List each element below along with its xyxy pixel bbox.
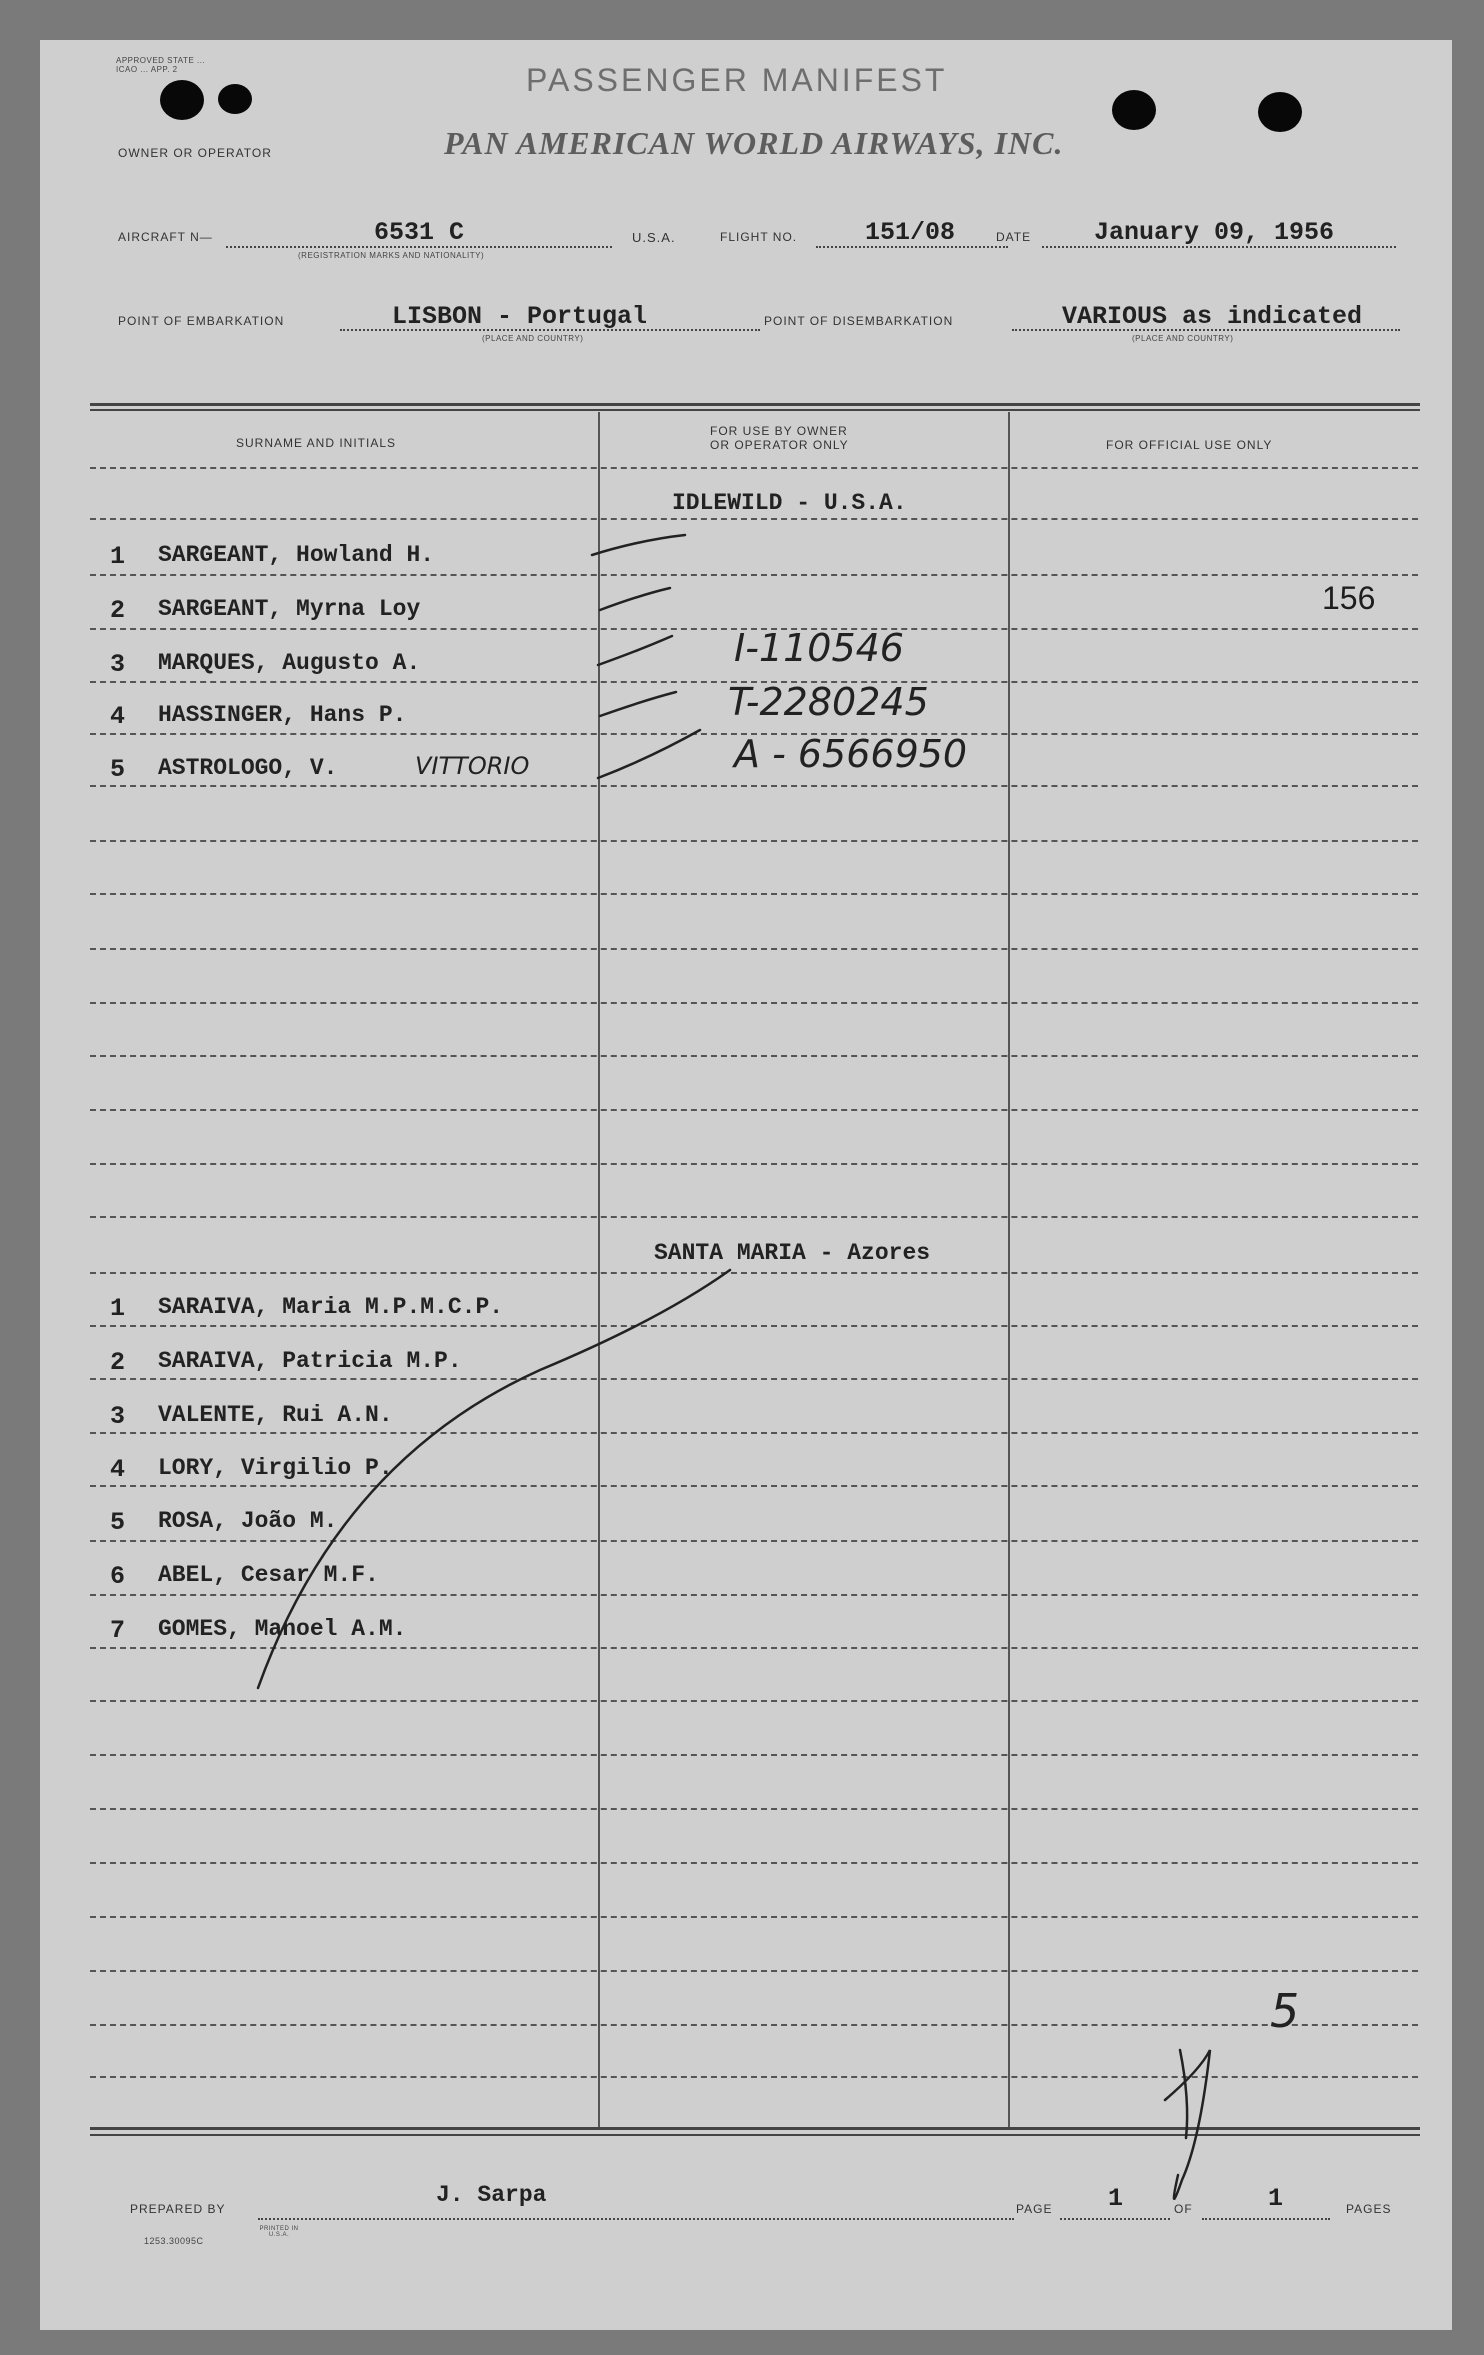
passenger-number: 2 bbox=[110, 1348, 126, 1377]
passenger-number: 3 bbox=[110, 1402, 126, 1431]
page-number: 1 bbox=[1108, 2184, 1124, 2213]
document-number-handwritten: T-2280245 bbox=[728, 680, 929, 724]
passenger-number: 3 bbox=[110, 650, 126, 679]
disembarkation-point: VARIOUS as indicated bbox=[1062, 302, 1363, 331]
passenger-name: HASSINGER, Hans P. bbox=[158, 702, 407, 728]
passenger-number: 1 bbox=[110, 542, 126, 571]
printed-in-usa-mark: PRINTED IN U.S.A. bbox=[259, 2226, 299, 2238]
flight-number: 151/08 bbox=[865, 218, 956, 247]
handwritten-marks bbox=[40, 40, 1452, 2330]
passenger-number: 1 bbox=[110, 1294, 126, 1323]
passenger-number: 2 bbox=[110, 596, 126, 625]
document-number-handwritten: A - 6566950 bbox=[734, 732, 968, 776]
disembarkation-label: POINT OF DISEMBARKATION bbox=[764, 314, 954, 328]
embarkation-point: LISBON - Portugal bbox=[392, 302, 648, 331]
disembarkation-caption: (PLACE AND COUNTRY) bbox=[1132, 334, 1234, 343]
passenger-name: SARGEANT, Howland H. bbox=[158, 542, 435, 568]
column-header-owner-use-1: FOR USE BY OWNER bbox=[710, 424, 848, 438]
owner-label: OWNER OR OPERATOR bbox=[118, 146, 272, 160]
document-number-handwritten: I-110546 bbox=[734, 626, 904, 670]
embarkation-label: POINT OF EMBARKATION bbox=[118, 314, 285, 328]
check-mark bbox=[598, 636, 672, 665]
passenger-name: ASTROLOGO, V. bbox=[158, 755, 338, 781]
passenger-name: SARGEANT, Myrna Loy bbox=[158, 596, 421, 622]
aircraft-label: AIRCRAFT N— bbox=[118, 230, 213, 244]
flight-date: January 09, 1956 bbox=[1094, 218, 1335, 247]
registration-caption: (REGISTRATION MARKS AND NATIONALITY) bbox=[298, 251, 485, 260]
name-handwritten-addition: VITTORIO bbox=[415, 752, 530, 780]
passenger-name: ROSA, João M. bbox=[158, 1508, 338, 1534]
official-number: 156 bbox=[1322, 580, 1376, 616]
check-mark bbox=[600, 588, 670, 610]
date-label: DATE bbox=[996, 230, 1032, 244]
passenger-number: 4 bbox=[110, 702, 126, 731]
passenger-name: MARQUES, Augusto A. bbox=[158, 650, 421, 676]
passenger-name: SARAIVA, Maria M.P.M.C.P. bbox=[158, 1294, 504, 1320]
group-destination-santa-maria: SANTA MARIA - Azores bbox=[654, 1240, 931, 1266]
passenger-number: 6 bbox=[110, 1562, 126, 1591]
passenger-name: SARAIVA, Patricia M.P. bbox=[158, 1348, 462, 1374]
column-header-owner-use-2: OR OPERATOR ONLY bbox=[710, 438, 849, 452]
prepared-by-label: PREPARED BY bbox=[130, 2202, 226, 2216]
manifest-sheet bbox=[40, 40, 1452, 2330]
column-header-official: FOR OFFICIAL USE ONLY bbox=[1106, 438, 1273, 452]
pen-stroke bbox=[258, 1270, 730, 1688]
pages-label: PAGES bbox=[1346, 2202, 1392, 2216]
form-number: 1253.30095C bbox=[144, 2236, 204, 2246]
passenger-number: 5 bbox=[110, 755, 126, 784]
passenger-name: LORY, Virgilio P. bbox=[158, 1455, 393, 1481]
aircraft-number: 6531 C bbox=[374, 218, 465, 247]
total-pages: 1 bbox=[1268, 2184, 1284, 2213]
initials-mark bbox=[1180, 2050, 1187, 2138]
passenger-name: ABEL, Cesar M.F. bbox=[158, 1562, 379, 1588]
passenger-name: GOMES, Manoel A.M. bbox=[158, 1616, 407, 1642]
check-mark bbox=[592, 535, 685, 555]
passenger-name: VALENTE, Rui A.N. bbox=[158, 1402, 393, 1428]
passenger-number: 4 bbox=[110, 1455, 126, 1484]
check-mark bbox=[598, 730, 700, 778]
operator-name: PAN AMERICAN WORLD AIRWAYS, INC. bbox=[444, 125, 1064, 161]
column-header-surname: SURNAME AND INITIALS bbox=[236, 436, 397, 450]
of-label: OF bbox=[1174, 2202, 1193, 2216]
flight-label: FLIGHT NO. bbox=[720, 230, 798, 244]
margin-number: 5 bbox=[1270, 1984, 1300, 2038]
embarkation-caption: (PLACE AND COUNTRY) bbox=[482, 334, 584, 343]
form-approval-stamp: APPROVED STATE ... ICAO ... APP. 2 bbox=[116, 56, 206, 74]
passenger-number: 5 bbox=[110, 1508, 126, 1537]
group-destination-idlewild: IDLEWILD - U.S.A. bbox=[672, 490, 907, 516]
passenger-number: 7 bbox=[110, 1616, 126, 1645]
nationality: U.S.A. bbox=[632, 230, 676, 245]
page-label: PAGE bbox=[1016, 2202, 1053, 2216]
prepared-by: J. Sarpa bbox=[436, 2182, 547, 2208]
check-mark bbox=[600, 692, 676, 716]
page-title: PASSENGER MANIFEST bbox=[526, 62, 948, 98]
